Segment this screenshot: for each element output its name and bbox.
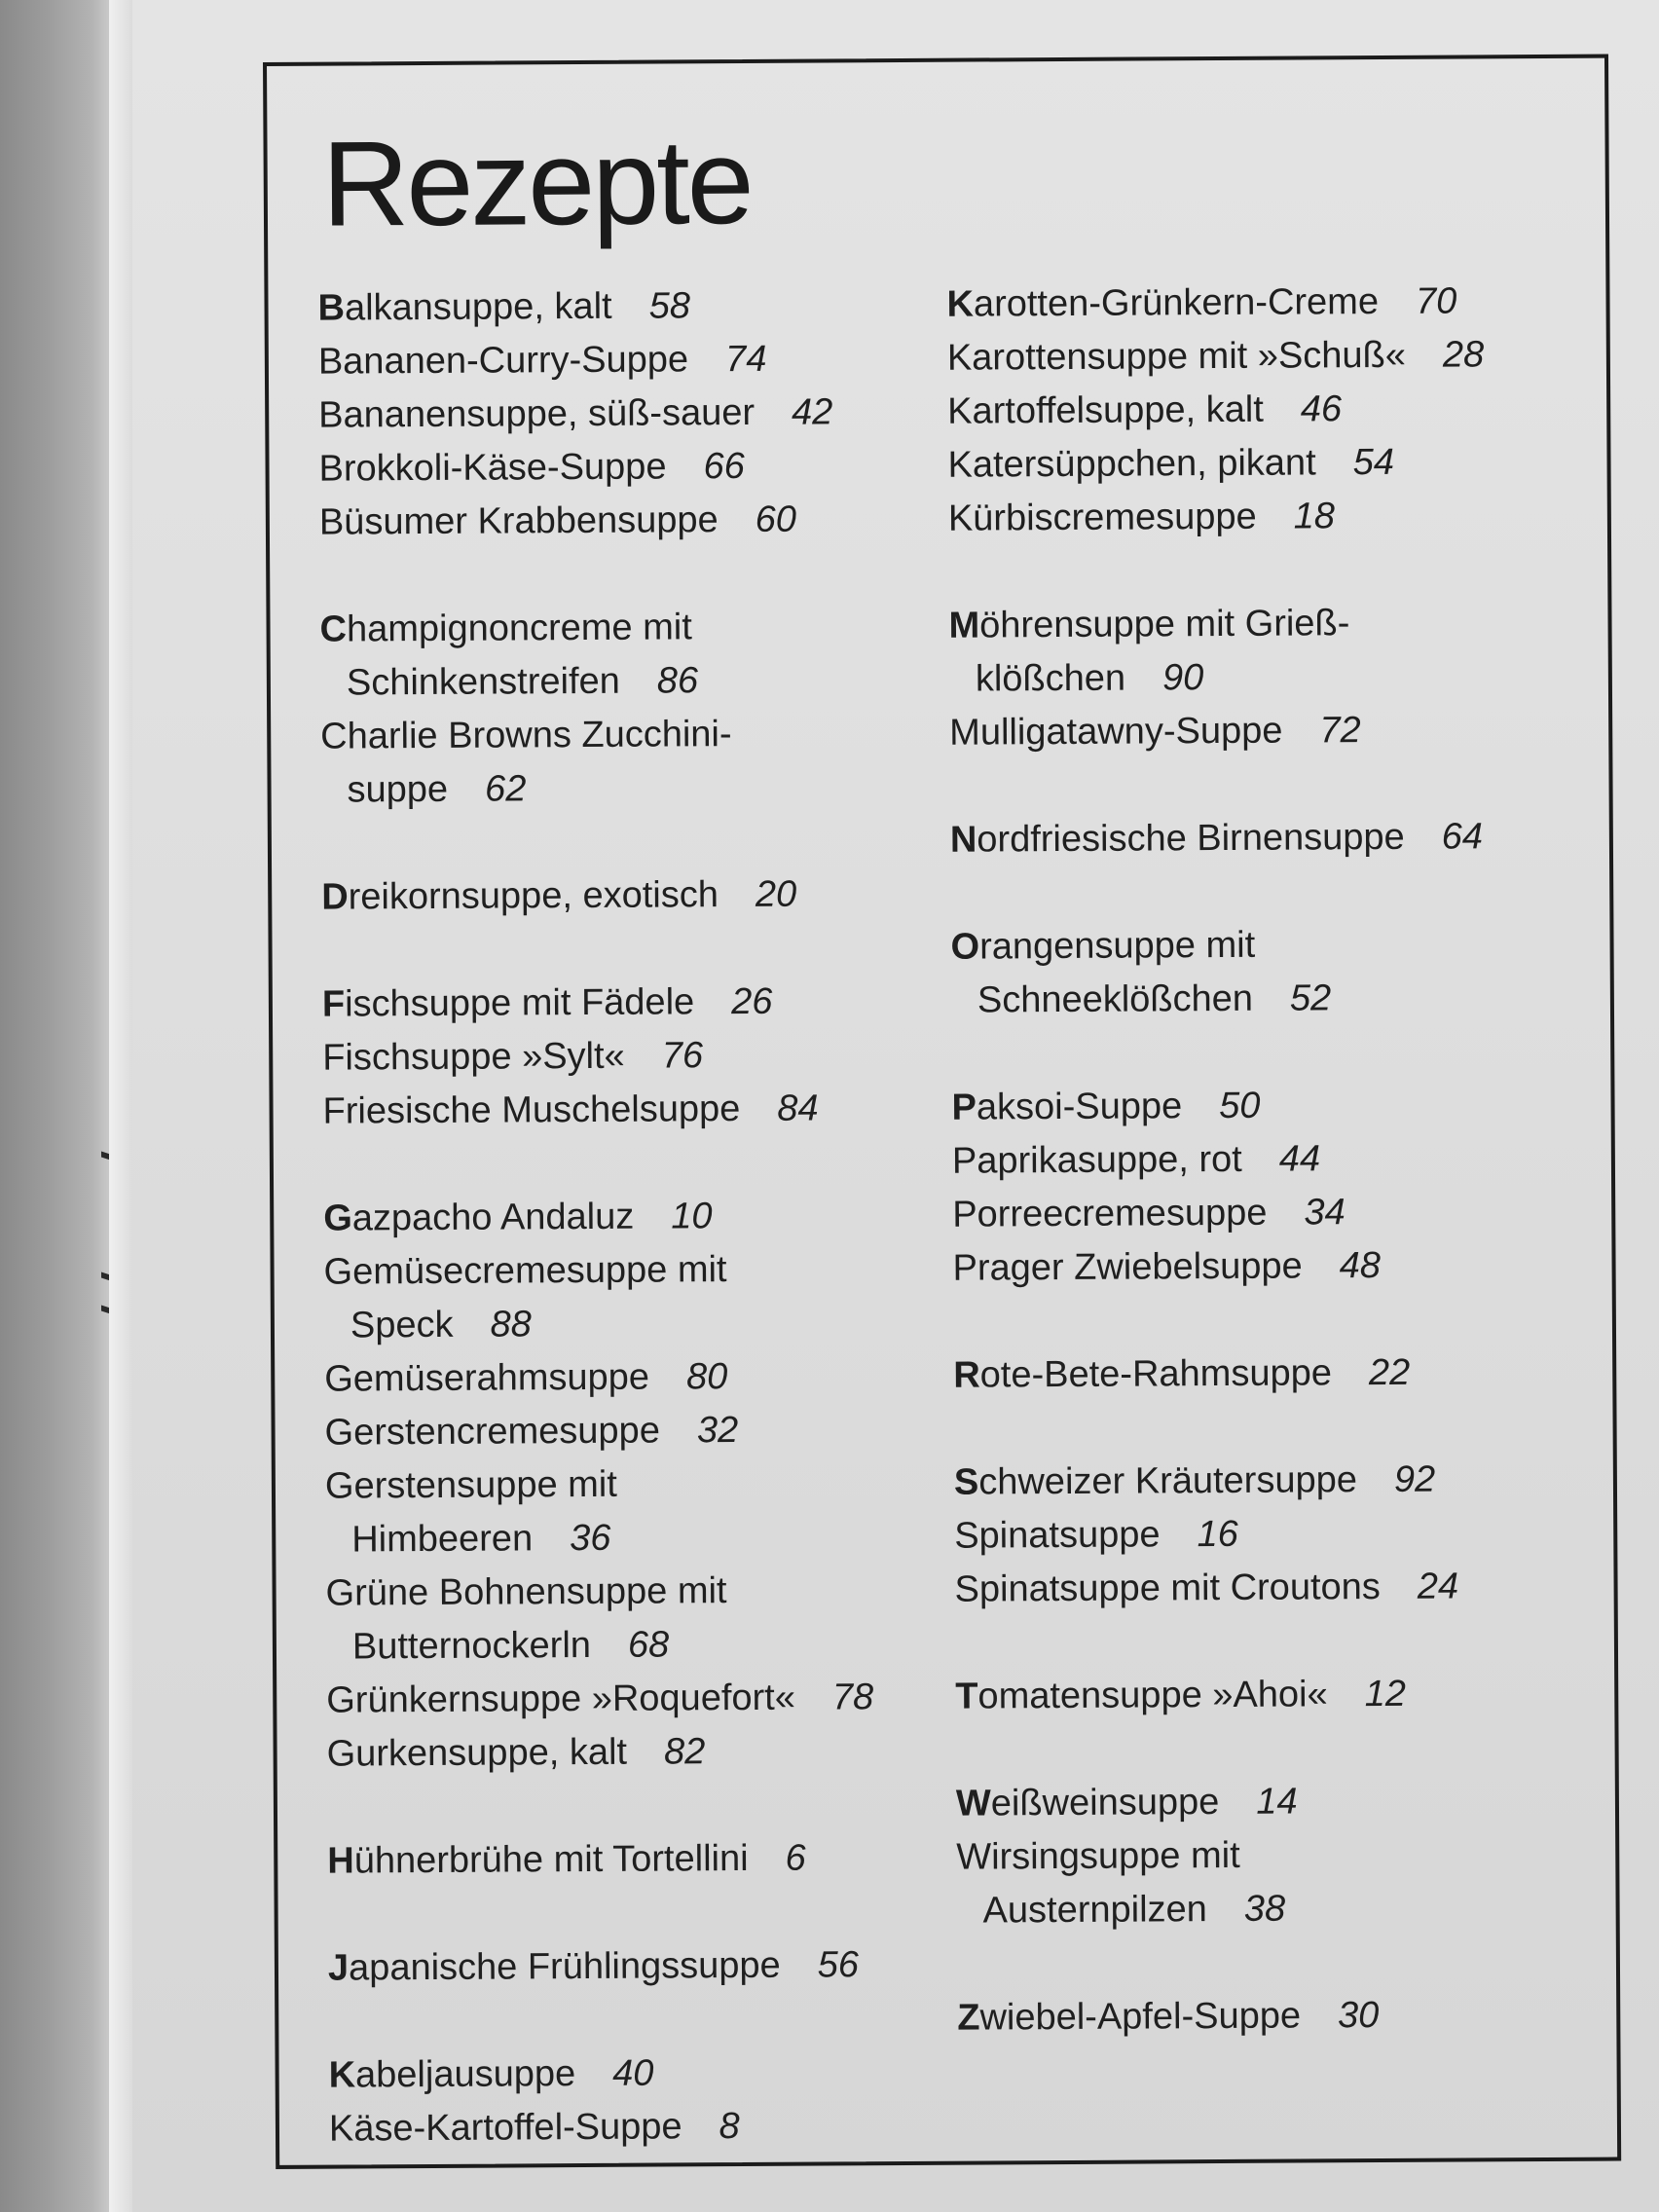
page-number: 22 bbox=[1368, 1351, 1411, 1394]
index-initial: T bbox=[955, 1676, 978, 1717]
page-number: 36 bbox=[570, 1517, 611, 1560]
recipe-entry bbox=[324, 1403, 871, 1459]
recipe-name: Kartoffelsuppe, kalt bbox=[947, 388, 1264, 432]
page-number: 86 bbox=[656, 660, 699, 702]
page-number: 28 bbox=[1442, 334, 1485, 376]
index-frame bbox=[263, 55, 1621, 2169]
recipe-name: Fischsuppe mit Fädele bbox=[321, 981, 695, 1025]
page-number: 32 bbox=[696, 1410, 739, 1452]
recipe-entry bbox=[954, 1453, 1492, 1509]
recipe-name: Bananen-Curry-Suppe bbox=[317, 339, 689, 383]
recipe-entry bbox=[954, 1560, 1492, 1616]
recipe-entry bbox=[329, 2099, 876, 2156]
recipe-entry bbox=[955, 1667, 1493, 1723]
recipe-name: Japanische Frühlingssuppe bbox=[327, 1944, 781, 1989]
page-number: 8 bbox=[719, 2106, 740, 2148]
recipe-name: Prager Zwiebelsuppe bbox=[952, 1245, 1303, 1289]
recipe-name: Bananensuppe, süß-sauer bbox=[318, 391, 756, 436]
recipe-name: Weißweinsuppe bbox=[955, 1782, 1220, 1825]
recipe-entry bbox=[322, 975, 869, 1031]
recipe-entry bbox=[950, 810, 1488, 866]
page-number: 24 bbox=[1417, 1566, 1459, 1607]
page-number: 44 bbox=[1278, 1138, 1321, 1180]
index-initial: J bbox=[327, 1947, 350, 1989]
recipe-entry bbox=[319, 600, 867, 710]
index-initial: N bbox=[949, 819, 977, 861]
recipe-name: Spinatsuppe bbox=[954, 1514, 1161, 1557]
recipe-name: Paprikasuppe, rot bbox=[951, 1138, 1242, 1182]
index-initial: C bbox=[319, 608, 348, 650]
page-number: 46 bbox=[1300, 388, 1343, 430]
page-number: 30 bbox=[1337, 1995, 1380, 2037]
recipe-entry bbox=[322, 1028, 869, 1085]
recipe-name-continued: klößchen bbox=[975, 657, 1126, 700]
recipe-name: Mulligatawny-Suppe bbox=[949, 710, 1283, 754]
page-number: 62 bbox=[484, 768, 527, 810]
index-initial: P bbox=[951, 1087, 977, 1128]
page-number: 82 bbox=[663, 1731, 706, 1773]
page-edge bbox=[109, 0, 132, 2212]
recipe-name-continued: Schinkenstreifen bbox=[346, 660, 620, 704]
page-number: 58 bbox=[648, 285, 691, 327]
recipe-name: Büsumer Krabbensuppe bbox=[318, 499, 719, 543]
page-number: 92 bbox=[1393, 1458, 1436, 1500]
recipe-name: Nordfriesische Birnensuppe bbox=[949, 816, 1405, 861]
page-number: 72 bbox=[1319, 710, 1361, 752]
recipe-name: Charlie Browns Zucchini- bbox=[320, 714, 732, 757]
index-initial: Z bbox=[957, 1997, 980, 2039]
recipe-entry bbox=[950, 917, 1488, 1027]
recipe-entry bbox=[323, 1189, 870, 1245]
page-number: 68 bbox=[627, 1624, 670, 1666]
page-number: 56 bbox=[817, 1944, 860, 1986]
recipe-name: Karotten-Grünkern-Creme bbox=[946, 281, 1380, 325]
recipe-entry bbox=[952, 1185, 1490, 1241]
recipe-name: Kabeljausuppe bbox=[328, 2053, 576, 2096]
page-number: 66 bbox=[703, 445, 745, 488]
recipe-name: Zwiebel-Apfel-Suppe bbox=[957, 1995, 1302, 2039]
recipe-entry bbox=[328, 2046, 875, 2102]
page-number: 60 bbox=[755, 498, 797, 540]
recipe-name: Brokkoli-Käse-Suppe bbox=[318, 446, 667, 490]
page-number: 20 bbox=[755, 873, 797, 915]
recipe-entry bbox=[947, 382, 1485, 438]
recipe-continuation bbox=[325, 1510, 872, 1567]
page-number: 16 bbox=[1197, 1513, 1238, 1556]
recipe-entry bbox=[326, 1671, 873, 1727]
page-number: 74 bbox=[724, 338, 767, 381]
recipe-name-continued: suppe bbox=[347, 768, 449, 811]
letter-group bbox=[321, 867, 868, 924]
recipe-name: Käse-Kartoffel-Suppe bbox=[328, 2106, 682, 2150]
recipe-entry bbox=[325, 1564, 873, 1674]
page-number: 78 bbox=[831, 1677, 874, 1718]
recipe-name: Gerstensuppe mit bbox=[324, 1463, 617, 1507]
letter-group bbox=[322, 975, 870, 1138]
recipe-entry bbox=[325, 1456, 873, 1567]
recipe-entry bbox=[949, 703, 1487, 759]
letter-group bbox=[951, 1078, 1490, 1295]
letter-group bbox=[956, 1774, 1493, 1937]
recipe-entry bbox=[324, 1349, 871, 1406]
letter-group bbox=[950, 810, 1488, 866]
recipe-continuation bbox=[320, 760, 867, 817]
recipe-entry bbox=[322, 1082, 869, 1138]
page-number: 88 bbox=[490, 1304, 532, 1346]
recipe-entry bbox=[953, 1346, 1491, 1402]
recipe-entry bbox=[323, 1242, 871, 1352]
index-initial: G bbox=[323, 1198, 352, 1239]
letter-group bbox=[953, 1346, 1491, 1402]
recipe-continuation bbox=[951, 971, 1489, 1027]
recipe-entry bbox=[318, 332, 866, 388]
page-number: 84 bbox=[777, 1088, 819, 1129]
recipe-continuation bbox=[320, 653, 867, 710]
recipe-name: Orangensuppe mit bbox=[950, 924, 1256, 968]
recipe-name: Karottensuppe mit »Schuß« bbox=[946, 334, 1407, 379]
index-initial: D bbox=[321, 876, 349, 918]
recipe-name: Dreikornsuppe, exotisch bbox=[321, 874, 719, 918]
recipe-entry bbox=[957, 1988, 1494, 2045]
letter-group bbox=[328, 2046, 876, 2156]
recipe-name-continued: Austernpilzen bbox=[982, 1889, 1207, 1932]
page-number: 70 bbox=[1415, 280, 1457, 322]
page-number: 14 bbox=[1256, 1781, 1298, 1823]
letter-group bbox=[955, 1667, 1493, 1723]
letter-group bbox=[946, 275, 1485, 545]
recipe-name-continued: Himbeeren bbox=[351, 1518, 534, 1561]
recipe-entry bbox=[320, 707, 868, 817]
recipe-name: Friesische Muschelsuppe bbox=[322, 1088, 741, 1132]
page-number: 42 bbox=[791, 391, 833, 433]
recipe-name: Tomatensuppe »Ahoi« bbox=[955, 1674, 1328, 1717]
recipe-name: Gemüsecremesuppe mit bbox=[323, 1249, 727, 1293]
page-number: 80 bbox=[685, 1356, 728, 1398]
page-number: 64 bbox=[1441, 816, 1484, 858]
page-number: 34 bbox=[1304, 1192, 1346, 1234]
recipe-entry bbox=[948, 596, 1486, 706]
recipe-column-right bbox=[946, 275, 1494, 2098]
recipe-name: Rote-Bete-Rahmsuppe bbox=[953, 1352, 1333, 1396]
index-initial: B bbox=[317, 287, 346, 329]
letter-group bbox=[948, 596, 1486, 759]
recipe-entry bbox=[954, 1506, 1492, 1563]
letter-group bbox=[319, 600, 867, 817]
recipe-name: Fischsuppe »Sylt« bbox=[322, 1035, 625, 1079]
recipe-entry bbox=[956, 1827, 1493, 1937]
index-initial: S bbox=[953, 1461, 979, 1503]
page-number: 38 bbox=[1243, 1888, 1286, 1930]
index-initial: K bbox=[328, 2054, 356, 2096]
page-number: 90 bbox=[1161, 657, 1204, 699]
recipe-name: Katersüppchen, pikant bbox=[947, 442, 1316, 486]
letter-group bbox=[317, 278, 866, 549]
recipe-entry bbox=[317, 278, 865, 335]
recipe-name: Gemüserahmsuppe bbox=[324, 1356, 650, 1400]
recipe-entry bbox=[946, 275, 1484, 331]
letter-group bbox=[957, 1988, 1494, 2045]
recipe-name: Grünkernsuppe »Roquefort« bbox=[326, 1677, 796, 1721]
recipe-name: Möhrensuppe mit Grieß- bbox=[948, 603, 1350, 646]
recipe-name: Porreecremesuppe bbox=[952, 1192, 1268, 1235]
page-number: 48 bbox=[1339, 1245, 1382, 1287]
letter-group bbox=[950, 917, 1488, 1027]
recipe-entry bbox=[321, 867, 868, 924]
recipe-name-continued: Speck bbox=[350, 1304, 454, 1346]
recipe-name: Schweizer Kräutersuppe bbox=[953, 1459, 1358, 1503]
recipe-name-continued: Schneeklößchen bbox=[977, 977, 1254, 1021]
index-initial: F bbox=[321, 983, 346, 1025]
recipe-entry bbox=[947, 328, 1485, 385]
recipe-entry bbox=[318, 439, 866, 496]
index-initial: R bbox=[953, 1354, 980, 1396]
recipe-column-left bbox=[317, 278, 876, 2209]
page-number: 6 bbox=[785, 1837, 806, 1879]
page-title: Rezepte bbox=[321, 114, 753, 252]
letter-group bbox=[328, 1938, 875, 1995]
page-number: 12 bbox=[1364, 1673, 1407, 1715]
recipe-entry bbox=[327, 1831, 874, 1888]
recipe-entry bbox=[947, 435, 1485, 492]
recipe-name: Gurkensuppe, kalt bbox=[326, 1731, 628, 1775]
index-initial: W bbox=[955, 1783, 991, 1825]
recipe-name: Paksoi-Suppe bbox=[951, 1086, 1183, 1128]
page-number: 18 bbox=[1293, 496, 1336, 537]
recipe-entry bbox=[951, 1078, 1489, 1134]
recipe-continuation bbox=[326, 1617, 873, 1674]
recipe-entry bbox=[328, 1938, 875, 1995]
recipe-entry bbox=[318, 386, 866, 442]
page-number: 26 bbox=[731, 980, 773, 1023]
letter-group bbox=[327, 1831, 874, 1888]
page-number: 50 bbox=[1219, 1085, 1261, 1127]
recipe-name: Spinatsuppe mit Croutons bbox=[954, 1567, 1381, 1610]
recipe-entry bbox=[948, 489, 1486, 545]
recipe-entry bbox=[326, 1724, 873, 1781]
recipe-name-continued: Butternockerln bbox=[351, 1624, 592, 1668]
recipe-continuation bbox=[956, 1881, 1493, 1937]
page-number: 40 bbox=[612, 2052, 654, 2094]
recipe-name: Grüne Bohnensuppe mit bbox=[325, 1570, 727, 1614]
recipe-entry bbox=[952, 1238, 1490, 1295]
letter-group bbox=[954, 1453, 1492, 1616]
recipe-entry bbox=[319, 493, 866, 549]
index-initial: H bbox=[327, 1840, 354, 1882]
recipe-name: Hühnerbrühe mit Tortellini bbox=[327, 1837, 749, 1882]
recipe-name: Wirsingsuppe mit bbox=[956, 1834, 1240, 1878]
page-number: 54 bbox=[1352, 441, 1395, 484]
book-spine bbox=[0, 0, 109, 2212]
letter-group bbox=[323, 1189, 874, 1781]
recipe-name: Champignoncreme mit bbox=[319, 607, 692, 650]
recipe-entry bbox=[952, 1131, 1490, 1188]
index-initial: O bbox=[950, 926, 980, 968]
index-initial: K bbox=[946, 283, 975, 325]
recipe-name: Kürbiscremesuppe bbox=[947, 496, 1257, 539]
page-number: 52 bbox=[1289, 977, 1332, 1019]
page-number: 10 bbox=[671, 1196, 713, 1237]
recipe-name: Gazpacho Andaluz bbox=[323, 1196, 635, 1239]
recipe-continuation bbox=[949, 649, 1487, 706]
index-initial: M bbox=[948, 605, 980, 646]
recipe-name: Gerstencremesuppe bbox=[324, 1410, 661, 1454]
recipe-name: Balkansuppe, kalt bbox=[317, 285, 612, 329]
recipe-continuation bbox=[324, 1296, 871, 1352]
page-number: 76 bbox=[661, 1035, 704, 1077]
recipe-entry bbox=[956, 1774, 1493, 1830]
